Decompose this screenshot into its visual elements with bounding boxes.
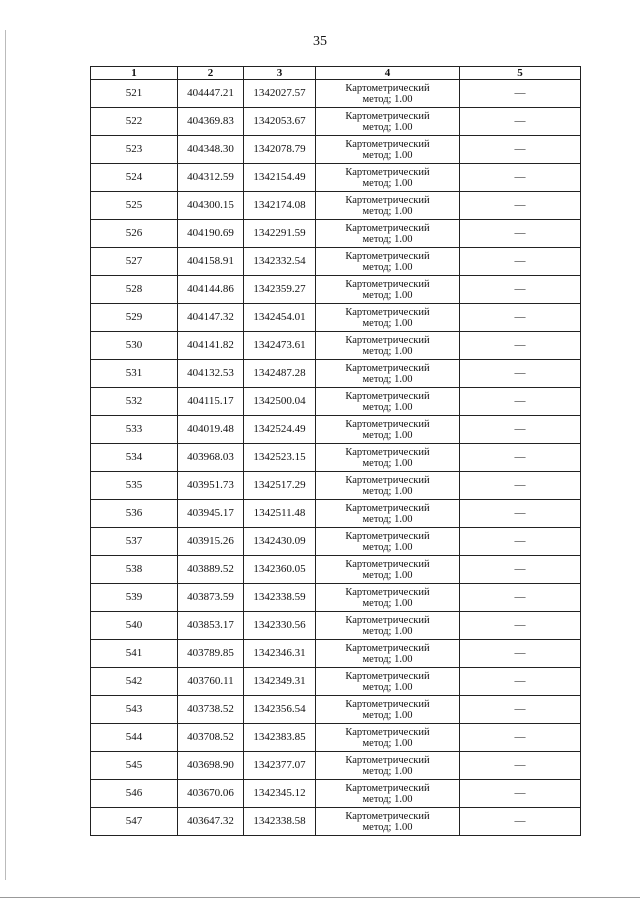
method-cell [316, 584, 460, 612]
method-accuracy: метод; 1.00 [362, 765, 413, 777]
method-name: Картометрический [345, 418, 430, 430]
method-cell [316, 668, 460, 696]
method-cell [316, 556, 460, 584]
x-coordinate-cell: 404369.83 [178, 108, 244, 136]
x-coordinate-cell: 404300.15 [178, 192, 244, 220]
point-number-cell: 546 [91, 780, 178, 808]
point-number-cell: 522 [91, 108, 178, 136]
x-coordinate-cell: 403889.52 [178, 556, 244, 584]
point-number-cell: 534 [91, 444, 178, 472]
method-name: Картометрический [345, 642, 430, 654]
point-number-cell: 540 [91, 612, 178, 640]
point-number-cell: 543 [91, 696, 178, 724]
page-number: 35 [313, 34, 327, 49]
method-cell [316, 248, 460, 276]
point-number-cell: 547 [91, 808, 178, 836]
table-row [91, 304, 581, 332]
table-row [91, 276, 581, 304]
y-coordinate-cell: 1342330.56 [244, 612, 316, 640]
method-cell [316, 220, 460, 248]
table-row [91, 612, 581, 640]
point-number-cell: 536 [91, 500, 178, 528]
method-accuracy: метод; 1.00 [362, 793, 413, 805]
table-body [91, 80, 581, 836]
note-cell: — [460, 220, 581, 248]
table-row [91, 472, 581, 500]
method-name: Картометрический [345, 530, 430, 542]
note-cell: — [460, 388, 581, 416]
point-number-cell: 531 [91, 360, 178, 388]
x-coordinate-cell: 404141.82 [178, 332, 244, 360]
table-row [91, 360, 581, 388]
method-name: Картометрический [345, 138, 430, 150]
point-number-cell: 528 [91, 276, 178, 304]
method-name: Картометрический [345, 614, 430, 626]
method-cell [316, 276, 460, 304]
y-coordinate-cell: 1342332.54 [244, 248, 316, 276]
table-row [91, 752, 581, 780]
method-accuracy: метод; 1.00 [362, 653, 413, 665]
note-cell: — [460, 248, 581, 276]
method-accuracy: метод; 1.00 [362, 569, 413, 581]
table-row [91, 136, 581, 164]
x-coordinate-cell: 404348.30 [178, 136, 244, 164]
method-name: Картометрический [345, 446, 430, 458]
method-cell [316, 724, 460, 752]
method-cell [316, 808, 460, 836]
y-coordinate-cell: 1342053.67 [244, 108, 316, 136]
note-cell: — [460, 192, 581, 220]
method-accuracy: метод; 1.00 [362, 681, 413, 693]
table-row [91, 808, 581, 836]
x-coordinate-cell: 403968.03 [178, 444, 244, 472]
method-name: Картометрический [345, 278, 430, 290]
table-row [91, 80, 581, 108]
note-cell: — [460, 612, 581, 640]
x-coordinate-cell: 403945.17 [178, 500, 244, 528]
point-number-cell: 524 [91, 164, 178, 192]
note-cell: — [460, 584, 581, 612]
method-name: Картометрический [345, 670, 430, 682]
y-coordinate-cell: 1342349.31 [244, 668, 316, 696]
column-header-4: 4 [316, 67, 460, 80]
y-coordinate-cell: 1342359.27 [244, 276, 316, 304]
header-row [91, 67, 581, 80]
point-number-cell: 542 [91, 668, 178, 696]
method-cell [316, 472, 460, 500]
method-accuracy: метод; 1.00 [362, 317, 413, 329]
point-number-cell: 530 [91, 332, 178, 360]
table-row [91, 696, 581, 724]
method-accuracy: метод; 1.00 [362, 345, 413, 357]
method-name: Картометрический [345, 502, 430, 514]
method-accuracy: метод; 1.00 [362, 457, 413, 469]
note-cell: — [460, 416, 581, 444]
y-coordinate-cell: 1342154.49 [244, 164, 316, 192]
note-cell: — [460, 332, 581, 360]
table-row [91, 584, 581, 612]
note-cell: — [460, 724, 581, 752]
point-number-cell: 537 [91, 528, 178, 556]
point-number-cell: 529 [91, 304, 178, 332]
method-cell [316, 164, 460, 192]
method-accuracy: метод; 1.00 [362, 485, 413, 497]
y-coordinate-cell: 1342524.49 [244, 416, 316, 444]
table-row [91, 668, 581, 696]
x-coordinate-cell: 403760.11 [178, 668, 244, 696]
note-cell: — [460, 80, 581, 108]
y-coordinate-cell: 1342174.08 [244, 192, 316, 220]
point-number-cell: 539 [91, 584, 178, 612]
method-name: Картометрический [345, 166, 430, 178]
y-coordinate-cell: 1342078.79 [244, 136, 316, 164]
note-cell: — [460, 472, 581, 500]
x-coordinate-cell: 404190.69 [178, 220, 244, 248]
y-coordinate-cell: 1342345.12 [244, 780, 316, 808]
x-coordinate-cell: 403738.52 [178, 696, 244, 724]
method-name: Картометрический [345, 250, 430, 262]
method-name: Картометрический [345, 194, 430, 206]
y-coordinate-cell: 1342356.54 [244, 696, 316, 724]
note-cell: — [460, 164, 581, 192]
y-coordinate-cell: 1342346.31 [244, 640, 316, 668]
table-row [91, 388, 581, 416]
method-accuracy: метод; 1.00 [362, 541, 413, 553]
x-coordinate-cell: 404115.17 [178, 388, 244, 416]
point-number-cell: 523 [91, 136, 178, 164]
x-coordinate-cell: 404147.32 [178, 304, 244, 332]
method-accuracy: метод; 1.00 [362, 233, 413, 245]
table-row [91, 724, 581, 752]
x-coordinate-cell: 404158.91 [178, 248, 244, 276]
method-cell [316, 528, 460, 556]
x-coordinate-cell: 403873.59 [178, 584, 244, 612]
method-name: Картометрический [345, 558, 430, 570]
point-number-cell: 545 [91, 752, 178, 780]
note-cell: — [460, 304, 581, 332]
method-name: Картометрический [345, 726, 430, 738]
x-coordinate-cell: 404447.21 [178, 80, 244, 108]
note-cell: — [460, 528, 581, 556]
note-cell: — [460, 640, 581, 668]
method-accuracy: метод; 1.00 [362, 625, 413, 637]
method-cell [316, 416, 460, 444]
method-cell [316, 500, 460, 528]
note-cell: — [460, 444, 581, 472]
y-coordinate-cell: 1342377.07 [244, 752, 316, 780]
method-name: Картометрический [345, 362, 430, 374]
point-number-cell: 527 [91, 248, 178, 276]
method-accuracy: метод; 1.00 [362, 149, 413, 161]
table-row [91, 640, 581, 668]
table-header [91, 67, 581, 80]
table-row [91, 248, 581, 276]
method-name: Картометрический [345, 474, 430, 486]
scan-left-edge [5, 30, 6, 880]
method-cell [316, 640, 460, 668]
point-number-cell: 541 [91, 640, 178, 668]
point-number-cell: 521 [91, 80, 178, 108]
x-coordinate-cell: 404132.53 [178, 360, 244, 388]
column-header-5: 5 [460, 67, 581, 80]
method-cell [316, 612, 460, 640]
method-name: Картометрический [345, 586, 430, 598]
point-number-cell: 538 [91, 556, 178, 584]
table-row [91, 500, 581, 528]
y-coordinate-cell: 1342511.48 [244, 500, 316, 528]
method-name: Картометрический [345, 82, 430, 94]
method-accuracy: метод; 1.00 [362, 121, 413, 133]
note-cell: — [460, 752, 581, 780]
table-row [91, 416, 581, 444]
scan-bottom-edge [0, 897, 640, 898]
table-row [91, 556, 581, 584]
y-coordinate-cell: 1342523.15 [244, 444, 316, 472]
x-coordinate-cell: 403951.73 [178, 472, 244, 500]
note-cell: — [460, 276, 581, 304]
method-cell [316, 108, 460, 136]
table-row [91, 780, 581, 808]
method-cell [316, 80, 460, 108]
coordinates-table [90, 66, 581, 836]
method-cell [316, 388, 460, 416]
method-cell [316, 136, 460, 164]
method-accuracy: метод; 1.00 [362, 429, 413, 441]
table-row [91, 164, 581, 192]
method-name: Картометрический [345, 222, 430, 234]
note-cell: — [460, 808, 581, 836]
method-accuracy: метод; 1.00 [362, 597, 413, 609]
table-row [91, 192, 581, 220]
note-cell: — [460, 108, 581, 136]
column-header-2: 2 [178, 67, 244, 80]
table-row [91, 444, 581, 472]
y-coordinate-cell: 1342338.59 [244, 584, 316, 612]
x-coordinate-cell: 403853.17 [178, 612, 244, 640]
method-name: Картометрический [345, 390, 430, 402]
point-number-cell: 533 [91, 416, 178, 444]
y-coordinate-cell: 1342338.58 [244, 808, 316, 836]
method-cell [316, 192, 460, 220]
method-accuracy: метод; 1.00 [362, 373, 413, 385]
method-name: Картометрический [345, 110, 430, 122]
y-coordinate-cell: 1342360.05 [244, 556, 316, 584]
method-name: Картометрический [345, 698, 430, 710]
table-row [91, 108, 581, 136]
point-number-cell: 526 [91, 220, 178, 248]
method-cell [316, 696, 460, 724]
note-cell: — [460, 780, 581, 808]
method-accuracy: метод; 1.00 [362, 177, 413, 189]
point-number-cell: 532 [91, 388, 178, 416]
method-accuracy: метод; 1.00 [362, 205, 413, 217]
y-coordinate-cell: 1342517.29 [244, 472, 316, 500]
method-name: Картометрический [345, 782, 430, 794]
y-coordinate-cell: 1342487.28 [244, 360, 316, 388]
method-accuracy: метод; 1.00 [362, 821, 413, 833]
y-coordinate-cell: 1342430.09 [244, 528, 316, 556]
method-accuracy: метод; 1.00 [362, 513, 413, 525]
x-coordinate-cell: 404312.59 [178, 164, 244, 192]
note-cell: — [460, 136, 581, 164]
y-coordinate-cell: 1342500.04 [244, 388, 316, 416]
y-coordinate-cell: 1342291.59 [244, 220, 316, 248]
method-accuracy: метод; 1.00 [362, 709, 413, 721]
note-cell: — [460, 500, 581, 528]
x-coordinate-cell: 404019.48 [178, 416, 244, 444]
method-cell [316, 332, 460, 360]
x-coordinate-cell: 403647.32 [178, 808, 244, 836]
x-coordinate-cell: 403789.85 [178, 640, 244, 668]
column-header-1: 1 [91, 67, 178, 80]
method-cell [316, 304, 460, 332]
method-name: Картометрический [345, 754, 430, 766]
method-accuracy: метод; 1.00 [362, 261, 413, 273]
method-name: Картометрический [345, 810, 430, 822]
table-row [91, 220, 581, 248]
y-coordinate-cell: 1342027.57 [244, 80, 316, 108]
table-row [91, 528, 581, 556]
method-accuracy: метод; 1.00 [362, 737, 413, 749]
point-number-cell: 544 [91, 724, 178, 752]
x-coordinate-cell: 403708.52 [178, 724, 244, 752]
method-cell [316, 360, 460, 388]
method-cell [316, 444, 460, 472]
method-accuracy: метод; 1.00 [362, 93, 413, 105]
point-number-cell: 525 [91, 192, 178, 220]
method-accuracy: метод; 1.00 [362, 289, 413, 301]
column-header-3: 3 [244, 67, 316, 80]
method-cell [316, 780, 460, 808]
table-row [91, 332, 581, 360]
x-coordinate-cell: 403670.06 [178, 780, 244, 808]
note-cell: — [460, 696, 581, 724]
y-coordinate-cell: 1342454.01 [244, 304, 316, 332]
note-cell: — [460, 360, 581, 388]
x-coordinate-cell: 403915.26 [178, 528, 244, 556]
method-accuracy: метод; 1.00 [362, 401, 413, 413]
method-name: Картометрический [345, 306, 430, 318]
y-coordinate-cell: 1342383.85 [244, 724, 316, 752]
note-cell: — [460, 556, 581, 584]
x-coordinate-cell: 404144.86 [178, 276, 244, 304]
note-cell: — [460, 668, 581, 696]
method-name: Картометрический [345, 334, 430, 346]
point-number-cell: 535 [91, 472, 178, 500]
x-coordinate-cell: 403698.90 [178, 752, 244, 780]
method-cell [316, 752, 460, 780]
y-coordinate-cell: 1342473.61 [244, 332, 316, 360]
